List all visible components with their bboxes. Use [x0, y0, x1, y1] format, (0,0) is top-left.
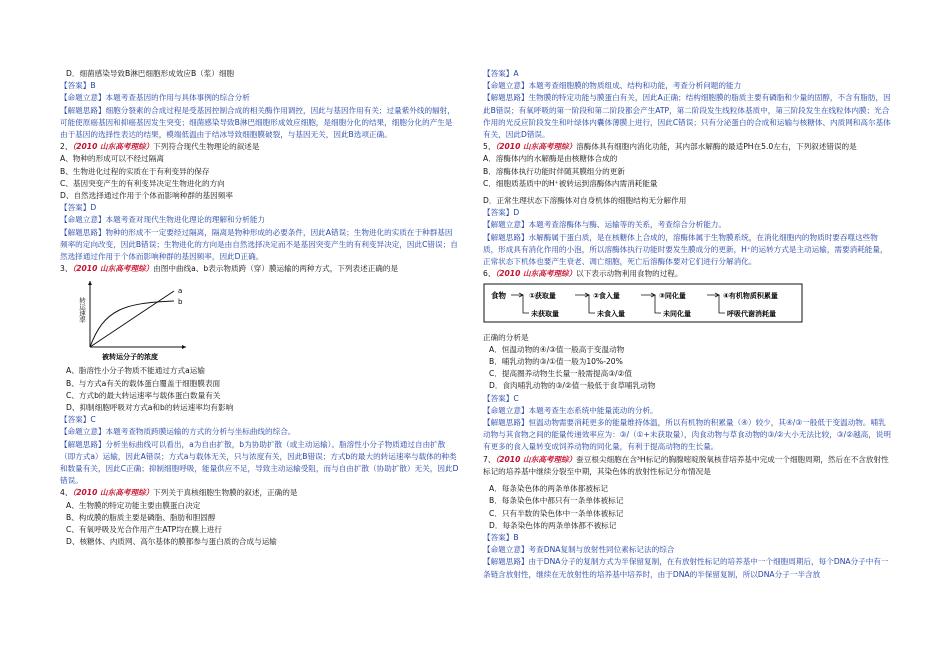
- question-source: （2010 山东高考理综）: [72, 264, 154, 274]
- question-7: 7、（2010 山东高考理综）蚕豆根尖细胞在含³H标记的胸腺嘧啶脱氧核苷培养基中完成一个细胞周期，然后在不含放射性标记的培养基中继续分裂至中期，其染色体的放射性标记分布情况是: [483, 454, 889, 476]
- question-6-intro: 正确的分析是: [483, 332, 529, 342]
- solution-text: 【解题思路】物种的形成不一定要经过隔离，隔离是物种形成的必要条件，因此A错误；生物进化的实质在于种群基因频率的定向改变，因此B错误；生物进化的方向是由自然选择决定而不是基因突变产生的有利变异决定，因此C错误；自然选择通过作用于个体而影响种群的基因频率，因此D正确。: [60, 227, 458, 262]
- x-axis-label: 被转运分子的浓度: [102, 353, 158, 362]
- option-a: A、物种的形成可以不经过隔离: [60, 154, 164, 164]
- node-accumulated: ④有机物质积累量: [723, 292, 778, 301]
- option-a: A、生物膜的特定功能主要由膜蛋白决定: [66, 500, 201, 510]
- node-food: 食物: [491, 291, 506, 301]
- option-c: C．只有半数的染色体中一条单体被标记: [489, 508, 624, 518]
- option-a: A．恒温动物的④/③值一般高于变温动物: [489, 344, 625, 354]
- question-source: （2010 山东高考理综）: [495, 454, 577, 464]
- option-c: C、有氧呼吸及光合作用产生ATP均在膜上进行: [66, 525, 222, 535]
- curve-b-label: b: [178, 298, 183, 307]
- node-not-assimilated: 未同化量: [663, 310, 691, 319]
- solution-text: 【解题思路】生物膜的特定功能与膜蛋白有关，因此A正确；结构细胞膜的脂质主要有磷脂和少量的固醇，不含有脂肪，因此B错误；有氧呼吸的第一阶段和第二阶段都会产生ATP，第二阶段发生线粒体基质中，第三阶段发生在线粒体内膜；光合作用的光反应阶段发生和叶绿体内囊体薄膜上进行，因此C错误；只有分泌蛋白的合成和运输与核糖体、内质网和高尔基体有关，因此D错误。: [483, 93, 891, 140]
- solution-text: 【解题思路】水解酶属于蛋白质，是在核糖体上合成的，溶酶体属于生物膜系统，在消化细胞内的物质时要吞噬这些物质，形成具有消化作用的小泡，所以溶酶体执行功能时要发生膜成分的更新，H⁺的运转方式是主动运输，需要消耗能量，正常状态下机体也要产生衰老、凋亡细胞，死亡后溶酶体要对它们进行分解消化。: [483, 232, 888, 267]
- option-c: C．细胞质基质中的H⁺被转运到溶酶体内需消耗能量: [483, 178, 658, 188]
- option-d-prev: D．细菌感染导致B淋巴细胞形成效应B（浆）细胞: [66, 69, 235, 78]
- intent-label: 【解题立意】本题考查溶酶体与酶、运输等的关系，考查综合分析能力。: [483, 220, 726, 230]
- question-source: （2010 山东高考理综）: [495, 142, 577, 152]
- intent-label: 【命题立意】本题考查生态系统中能量流动的分析。: [483, 405, 658, 415]
- question-5: 5、（2010 山东高考理综）溶酶体具有细胞内消化功能，其内部水解酶的最适PH在5.0左右，下列叙述错误的是: [483, 142, 857, 152]
- node-intake: ①获取量: [529, 292, 556, 301]
- intent-label: 【命题立意】本题考查对现代生物进化理论的理解和分析能力: [60, 215, 266, 225]
- intent-label: 【命题立意】本题考查物质跨膜运输的方式的分析与坐标曲线的综合。: [60, 427, 296, 437]
- option-b: B．溶酶体执行功能时伴随其膜组分的更新: [483, 166, 625, 176]
- solution-text: 【解题思路】分析坐标曲线可以看出，a为自由扩散，b为协助扩散（或主动运输）。脂溶性小分子物质通过自由扩散（即方式a）运输，因此A错误；方式a与载体无关，只与浓度有关，因此B错误；方式b的最大的转运速率与载体的种类和数量有关，因此C正确；抑制细胞呼吸，能量供应不足，导致主动运输受阻，而与自由扩散（协助扩散）无关，因此D错误。: [60, 439, 459, 486]
- question-4: 4、（2010 山东高考理综）下列关于真核细胞生物膜的叙述，正确的是: [60, 488, 298, 498]
- option-d: D、自然选择通过作用于个体而影响种群的基因频率: [60, 191, 233, 201]
- right-column: [483, 68, 893, 581]
- option-b: B、与方式a有关的载体蛋白覆盖于细胞膜表面: [66, 378, 221, 388]
- y-axis-label: 转运速率: [78, 297, 86, 324]
- intent-label: 【命题立意】考查DNA复制与放射性同位素标记法的综合: [483, 545, 675, 555]
- answer-label: 【答案】D: [60, 203, 97, 213]
- answer-label: 【答案】B: [483, 532, 519, 542]
- option-a: A、脂溶性小分子物质不能通过方式a运输: [66, 366, 205, 376]
- intent-label: 【命题立意】本题考查细胞膜的物质组成、结构和功能，考查分析问题的能力: [483, 81, 742, 91]
- question-6: 6、（2010 山东高考理综）以下表示动物利用食物的过程。: [483, 269, 683, 279]
- curve-a: [90, 291, 174, 347]
- option-a: A．每条染色体的两条单体都被标记: [489, 484, 609, 494]
- node-not-ingested: 未食入量: [597, 310, 625, 319]
- node-ingested: ②食入量: [593, 292, 620, 301]
- food-flow-diagram: [483, 283, 893, 327]
- option-d: D．正常生理状态下溶酶体对自身机体的细胞结构无分解作用: [483, 196, 687, 206]
- question-source: （2010 山东高考理综）: [495, 269, 577, 279]
- option-b: B、生物进化过程的实质在于有利变异的保存: [60, 166, 210, 176]
- solution-text: 【解题思路】恒温动物需要消耗更多的能量维持体温，所以有机物的积累量（④）较少，其④/③一般低于变温动物。哺乳动物与其食物之间的能量传递效率应为：③/（①+未获取量），肉食动物与草食动物的③/②大小无法比较，③/②越高，说明有更多的食入量转变成饲养动物的同化量，有利于提高动物的生长量。: [483, 418, 891, 452]
- option-c: C、方式b的最大转运速率与载体蛋白数量有关: [66, 390, 221, 400]
- left-column: [60, 68, 460, 549]
- option-d: D、抑制细胞呼吸对方式a和b的转运速率均有影响: [66, 403, 234, 413]
- curve-b: [90, 301, 174, 347]
- answer-label: 【答案】C: [483, 393, 519, 403]
- solution-text: 【解题思路】由于DNA分子的复制方式为半保留复制，在有放射性标记的培养基中一个细胞周期后，每个DNA分子中有一条链含放射性，继续在无放射性的培养基中培养时，由于DNA的半保留复制，所以DNA分子一半含放: [483, 557, 889, 579]
- question-3: 3、（2010 山东高考理综）由图中曲线a、b表示物质跨（穿）膜运输的两种方式，下列表述正确的是: [60, 264, 399, 274]
- transport-rate-figure: [74, 277, 194, 363]
- node-respiration: 呼吸代谢消耗量: [727, 310, 776, 319]
- node-not-intake: 未获取量: [531, 310, 559, 319]
- option-c: C、基因突变产生的有利变异决定生物进化的方向: [60, 178, 225, 188]
- option-d: D、核糖体、内质网、高尔基体的膜都参与蛋白质的合成与运输: [66, 537, 277, 547]
- option-d: D．食肉哺乳动物的③/②值一般低于食草哺乳动物: [489, 381, 656, 391]
- answer-label: 【答案】A: [483, 69, 519, 78]
- curve-a-label: a: [178, 287, 183, 296]
- node-assimilated: ③同化量: [659, 292, 686, 301]
- question-2: 2、（2010 山东高考理综）下列符合现代生物理论的叙述是: [60, 142, 260, 152]
- solution-text: 【解题思路】细胞分裂素的合成过程是受基因控制合成的相关酶作用调控，因此与基因作用有关；过量紫外线的辐射，可能使原癌基因和抑癌基因发生突变；细菌感染导致B淋巴细胞形成效应细胞，是细胞分化的结果，细胞分化的产生是由于基因的选择性表达的结果，模端低温由于结冰导致细胞膜破裂，与基因无关，因此B选项正确。: [60, 105, 455, 140]
- option-d: D．每条染色体的两条单体都不被标记: [489, 520, 617, 530]
- option-b: B、构成膜的脂质主要是磷脂、脂肪和胆固醇: [66, 512, 216, 522]
- option-b: B．哺乳动物的③/①值一般为10%-20%: [489, 357, 623, 367]
- option-c: C．提高圈养动物生长量一般需提高③/②值: [489, 369, 632, 379]
- answer-label: 【答案】D: [483, 208, 520, 218]
- question-source: （2010 山东高考理综）: [72, 142, 154, 152]
- intent-label: 【命题立意】本题考查基因的作用与具体事例的综合分析: [60, 93, 250, 103]
- question-source: （2010 山东高考理综）: [72, 488, 154, 498]
- option-a: A．溶酶体内的水解酶是由核糖体合成的: [483, 154, 618, 164]
- option-b: B．每条染色体中都只有一条单体被标记: [489, 496, 624, 506]
- answer-label: 【答案】C: [60, 415, 96, 425]
- answer-label: 【答案】B: [60, 81, 96, 91]
